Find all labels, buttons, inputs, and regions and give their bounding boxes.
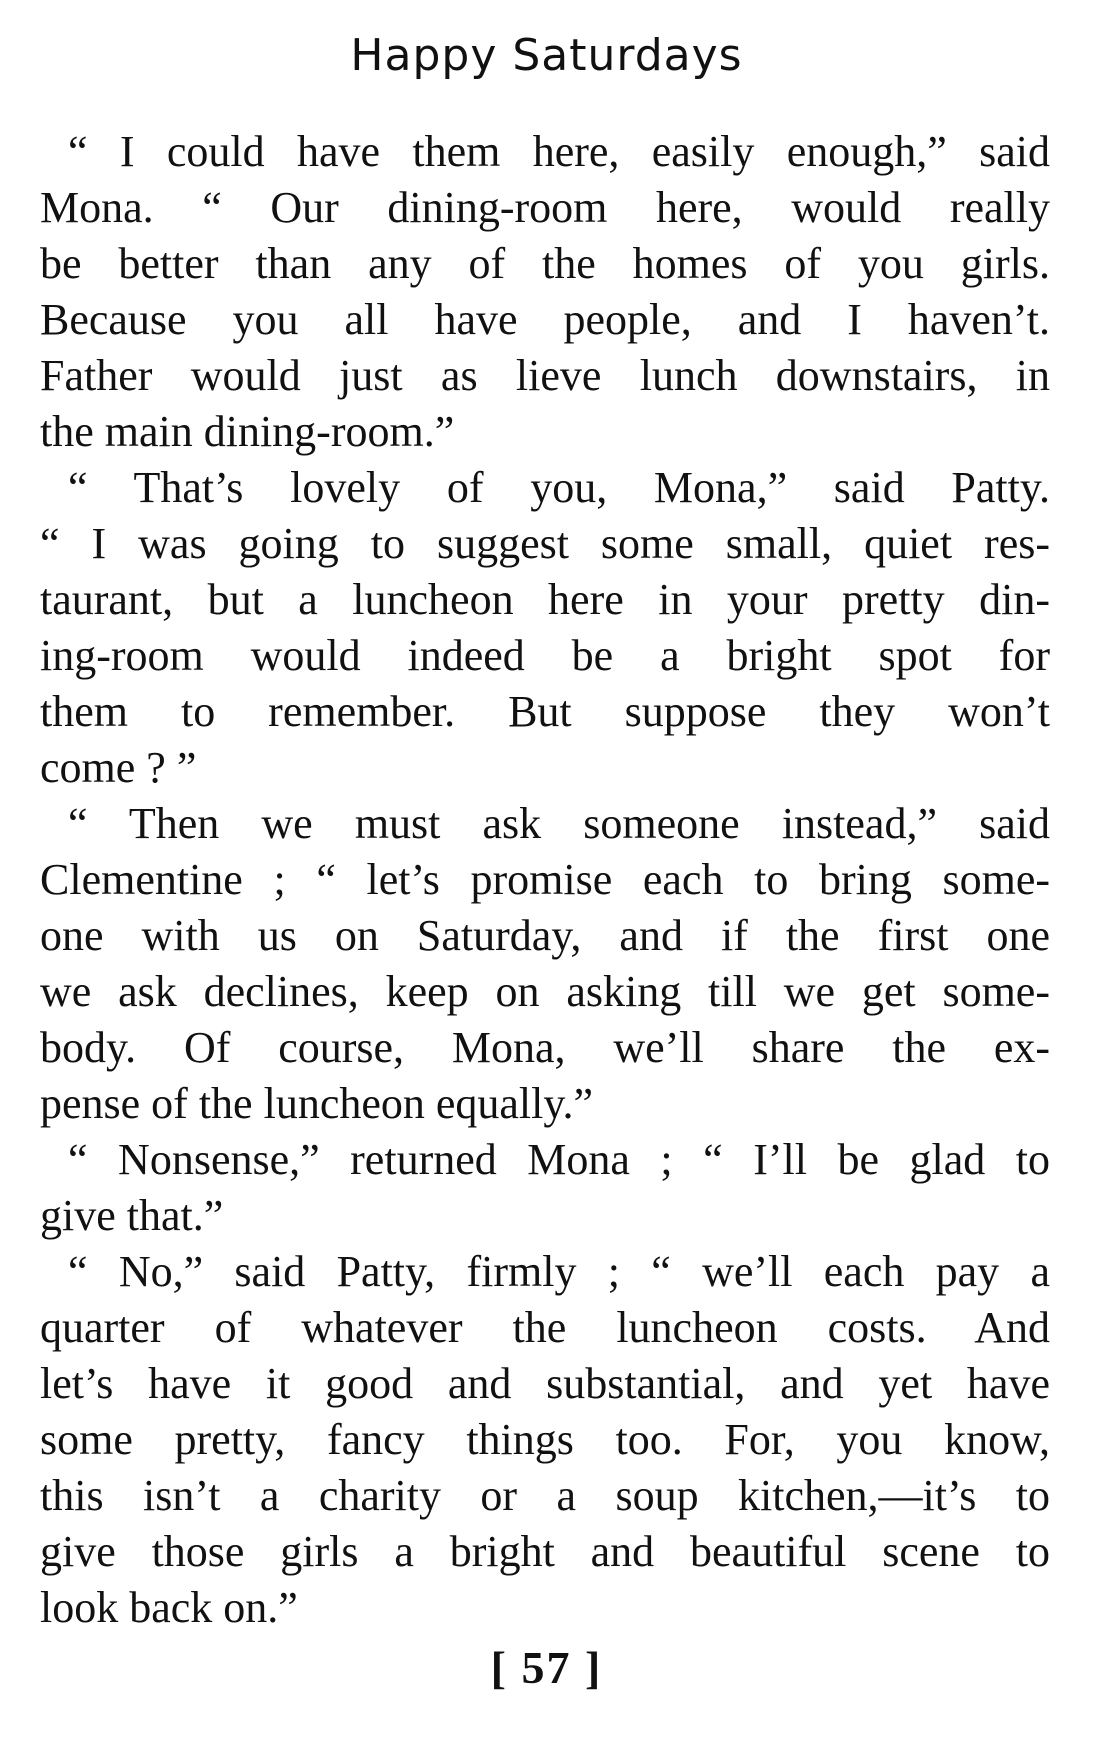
- page-number: [ 57 ]: [490, 1642, 603, 1693]
- text-line: taurant, but a luncheon here in your pretty din-: [40, 575, 1050, 624]
- text-line: pense of the luncheon equally.”: [40, 1079, 594, 1128]
- text-line: some pretty, fancy things too. For, you know,: [40, 1415, 1050, 1464]
- text-line: the main dining-room.”: [40, 407, 455, 456]
- text-line: them to remember. But suppose they won’t: [40, 687, 1050, 736]
- text-line: “ Nonsense,” returned Mona ; “ I’ll be glad to: [68, 1135, 1050, 1184]
- text-line: quarter of whatever the luncheon costs. And: [40, 1303, 1050, 1352]
- text-line: come ? ”: [40, 743, 197, 792]
- text-line: Because you all have people, and I haven’t.: [40, 295, 1050, 344]
- text-line: give that.”: [40, 1191, 224, 1240]
- text-line: “ I could have them here, easily enough,” said: [68, 127, 1050, 176]
- running-head: Happy Saturdays: [350, 30, 743, 81]
- text-line: we ask declines, keep on asking till we get some-: [40, 967, 1050, 1016]
- text-line: body. Of course, Mona, we’ll share the ex-: [40, 1023, 1050, 1072]
- text-line: “ Then we must ask someone instead,” said: [68, 799, 1050, 848]
- text-line: ing-room would indeed be a bright spot for: [40, 631, 1050, 680]
- text-line: be better than any of the homes of you girls.: [40, 239, 1050, 288]
- body-text: [40, 124, 1050, 1636]
- text-line: “ No,” said Patty, firmly ; “ we’ll each pay a: [68, 1247, 1050, 1296]
- text-line: one with us on Saturday, and if the first one: [40, 911, 1050, 960]
- text-line: Clementine ; “ let’s promise each to bring some-: [40, 855, 1050, 904]
- text-line: let’s have it good and substantial, and yet have: [40, 1359, 1050, 1408]
- text-line: Father would just as lieve lunch downstairs, in: [40, 351, 1050, 400]
- text-line: Mona. “ Our dining-room here, would really: [40, 183, 1050, 232]
- text-line: “ That’s lovely of you, Mona,” said Patty.: [68, 463, 1050, 512]
- text-line: this isn’t a charity or a soup kitchen,—it’s to: [40, 1471, 1050, 1520]
- text-line: “ I was going to suggest some small, quiet res-: [40, 519, 1050, 568]
- text-line: look back on.”: [40, 1583, 298, 1632]
- text-line: give those girls a bright and beautiful scene to: [40, 1527, 1050, 1576]
